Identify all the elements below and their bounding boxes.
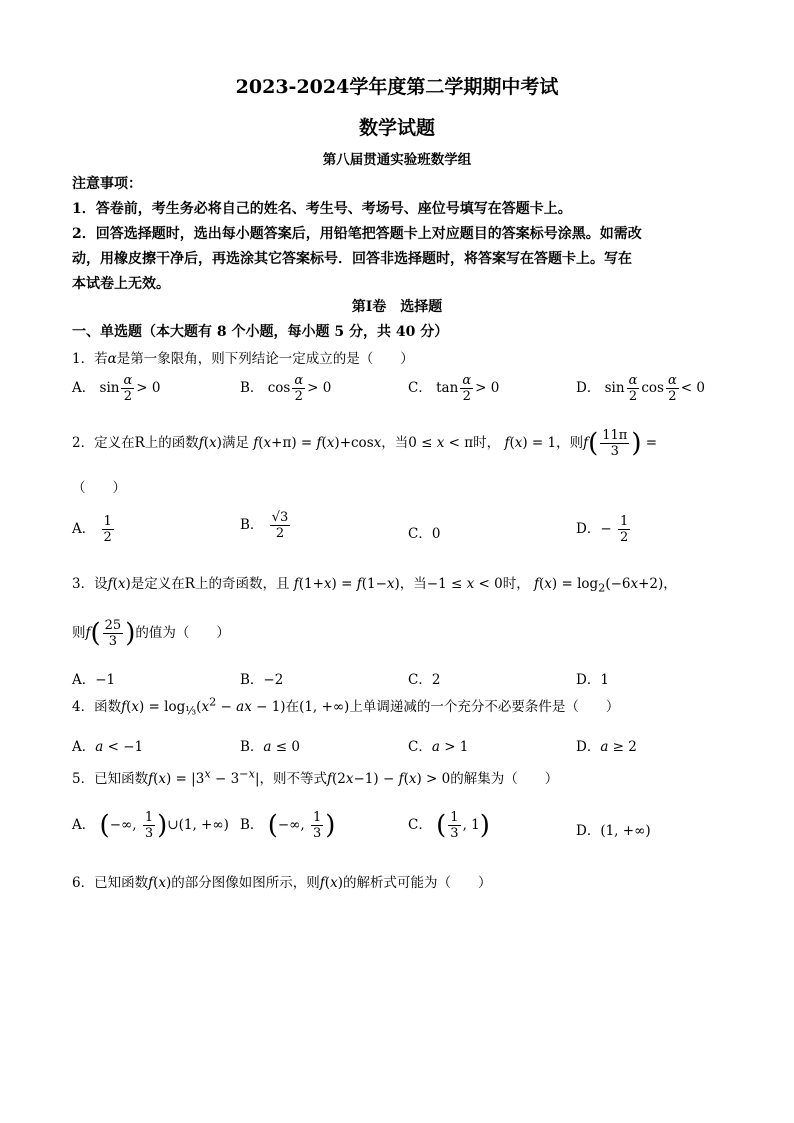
q1-stem-b: 是第一象限角，则下列结论一定成立的是（ ）: [116, 351, 414, 367]
exam-subtitle: 数学试题: [358, 117, 435, 139]
notes-item: 1．答卷前，考生务必将自己的姓名、考生号、考场号、座位号填写在答题卡上。: [72, 201, 572, 217]
q4-option-a: A．a < −1: [72, 739, 144, 755]
q1-option-b: B． cos $\frac{\alpha}{2}$ > 0: [240, 373, 332, 404]
notes-item: 本试卷上无效。: [72, 276, 170, 292]
q4-option-c: C．a > 1: [408, 739, 469, 755]
q1-option-d: D． sin $\frac{\alpha}{2}$ cos $\frac{\alpha}{2}$ < 0: [576, 373, 705, 404]
notes-item: 动，用橡皮擦干净后，再选涂其它答案标号．回答非选择题时，将答案写在答题卡上。写在: [72, 251, 632, 267]
q1-stem-a: 1．若: [72, 351, 108, 367]
q3-option-b: B．−2: [240, 672, 284, 688]
question-3: 3．设f(x)是定义在R上的奇函数，且 f(1+x) = f(1−x)，当−1 ≤ x < 0时， $f(x) = \log_2(-6x+2)$，: [72, 576, 677, 595]
q5-option-c: C． ( $\frac{1}{3}$ , 1): [408, 810, 490, 841]
q5-option-d: D．(1, +∞): [576, 823, 651, 839]
exam-title: 2023-2024学年度第二学期期中考试: [235, 76, 559, 98]
question-5: 5．已知函数$f(x) = |3^x - 3^{-x}|$，则不等式f(2x−1) − f(x) > 0的解集为（ ）: [72, 767, 559, 787]
q3-option-a: A．−1: [72, 672, 116, 688]
question-1: [72, 347, 728, 367]
q3-option-d: D．1: [576, 672, 609, 688]
q1-option-a: A． sin $\frac{\alpha}{2}$ > 0: [72, 373, 161, 404]
q5-option-b: B． (−∞, $\frac{1}{3}$ ): [240, 810, 336, 841]
question-4: 4．函数$f(x) = \log_{\frac{1}{3}}(x^2$ − ax − 1)在(1, +∞)上单调递减的一个充分不必要条件是（ ）: [72, 695, 620, 718]
q3-option-c: C．2: [408, 672, 441, 688]
q2-option-a: A． $\frac{1}{2}$: [72, 514, 112, 545]
notes-item: 2．回答选择题时，选出每小题答案后，用铅笔把答题卡上对应题目的答案标号涂黑。如需改: [72, 226, 642, 242]
section-heading: 一、单选题（本大题有 8 个小题，每小题 5 分，共 40 分）: [72, 324, 449, 340]
q2-option-b: B． $\frac{√3}{2}$: [240, 510, 289, 541]
q1-var: α: [107, 351, 117, 367]
question-2: 2．定义在R上的函数f(x)满足 f(x+π) = f(x)+cosx，当0 ≤ x < π时， f(x) = 1，则f( $\frac{11\pi}{3}$ ) =: [72, 428, 658, 459]
question-3-line2: 则f( $\frac{25}{3}$ )的值为（ ）: [72, 618, 230, 649]
exam-group: 第八届贯通实验班数学组: [322, 152, 472, 168]
q2-option-d: D．− $\frac{1}{2}$: [576, 514, 629, 545]
volume-heading: 第Ⅰ卷 选择题: [351, 299, 443, 315]
q1-option-c: C． tan $\frac{\alpha}{2}$ > 0: [408, 373, 500, 404]
question-6: 6．已知函数f(x)的部分图像如图所示，则f(x)的解析式可能为（ ）: [72, 875, 492, 891]
q2-paren: （ ）: [72, 480, 126, 496]
q5-option-a: A． (−∞, $\frac{1}{3}$ )∪(1, +∞): [72, 810, 229, 841]
q4-option-b: B．a ≤ 0: [240, 739, 300, 755]
q2-option-c: C．0: [408, 526, 441, 542]
q4-option-d: D．a ≥ 2: [576, 739, 637, 755]
notes-block: [72, 172, 728, 297]
notes-heading: 注意事项：: [72, 176, 142, 192]
